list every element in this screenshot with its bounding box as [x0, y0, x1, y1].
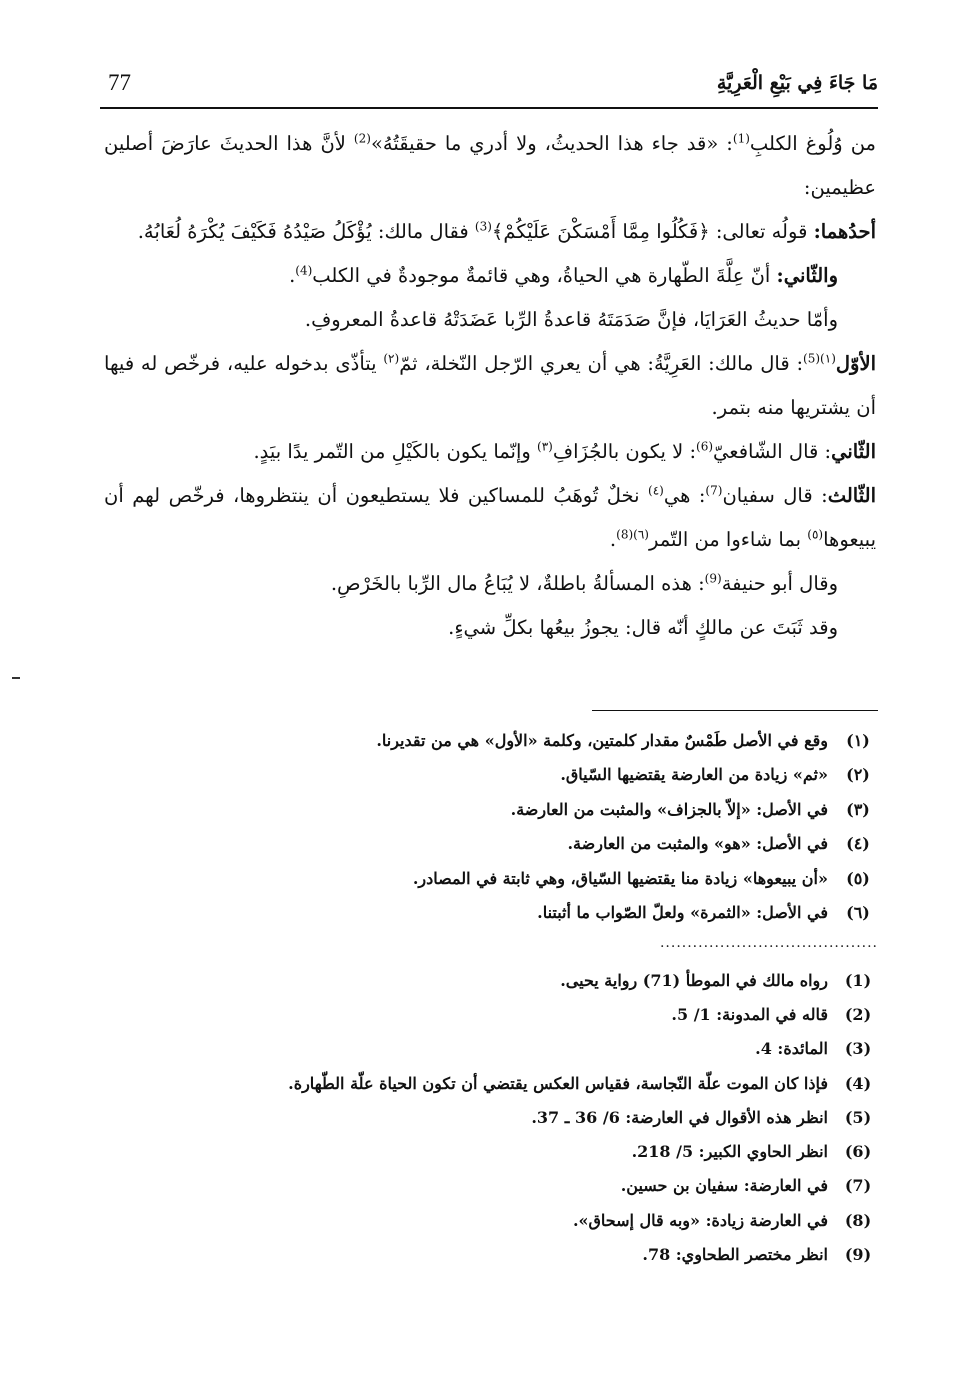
footnote-item [104, 1066, 876, 1100]
footnote-item [104, 1032, 876, 1066]
text-run: . [289, 264, 296, 287]
text-run: وأمّا حديثُ العَرَايَا، فإنَّ صَدَمَتَهُ قاعدةُ الرِّبا عَضَدَتْهُ قاعدةُ المعروفِ. [304, 308, 838, 331]
footnote-text: في العارضة: سفيان بن حسين. [620, 1176, 828, 1196]
footnote-text: «أن يبيعوها» زيادة منا يقتضيها السّياق، وهي ثابتة في المصادر. [412, 868, 828, 888]
text-run: : هذه المسألةُ باطلةٌ، لا يُبَاعُ مال الرِّبا بالخَرْصِ. [330, 572, 705, 595]
paragraph-lead: والثّاني: [776, 264, 838, 287]
margin-mark [12, 677, 20, 679]
footnote-item [104, 997, 876, 1031]
header-rule [100, 107, 878, 109]
footnote-ref: (1) [732, 131, 750, 146]
footnote-text: قاله في المدونة: 1/ 5. [671, 1004, 828, 1024]
footnote-ref: (١)(5) [803, 351, 836, 366]
footnote-item [104, 1237, 876, 1271]
main-text [104, 122, 876, 650]
dotted-separator: ........................................ [659, 935, 878, 947]
paragraph [104, 342, 876, 430]
text-run: فقال مالك: يُؤْكَلُ صَيْدُهُ فَكَيْفَ يُكْرَهُ لُعَابُهُ. [137, 220, 475, 243]
text-run: قولُه تعالى: ﴿فَكُلُوا مِمَّا أَمْسَكْنَ عَلَيْكُمْ﴾ [491, 220, 814, 243]
text-run: : لا يكون بالجُزَافِ [552, 440, 697, 463]
footnote-ref: (3) [474, 219, 492, 234]
footnote-ref: (7) [705, 483, 723, 498]
page-number: 77 [108, 70, 131, 95]
footnote-number: (6) [844, 1142, 872, 1162]
footnote-number: (8) [844, 1210, 872, 1230]
footnote-number: (٤) [846, 834, 870, 854]
footnote-ref: (6) [696, 439, 714, 454]
footnote-number: (1) [844, 970, 872, 990]
text-run: بما شاءوا من التّمر [648, 528, 808, 551]
paragraph [104, 562, 876, 606]
footnote-item [104, 723, 876, 758]
text-run: : قال مالك: العَرِيَّةُ: هي أن يعري الرّجل النّخلة، ثمّ [399, 352, 804, 375]
text-run: . [609, 528, 617, 551]
footnote-number: (7) [844, 1176, 872, 1196]
footnote-ref: (٥) [807, 527, 824, 542]
footnote-number: (2) [844, 1004, 872, 1024]
footnote-item [104, 792, 876, 827]
paragraph-lead: الثّالث [827, 484, 876, 507]
footnote-number: (3) [844, 1039, 872, 1059]
footnote-ref: (2) [353, 131, 371, 146]
paragraph [104, 298, 876, 342]
footnote-text: المائدة: 4. [755, 1039, 828, 1059]
footnote-item [104, 1134, 876, 1168]
paragraph [104, 430, 876, 474]
footnote-text: فإذا كان الموت علّة النّجاسة، فقياس العكس يقتضي أن تكون الحياة علّة الطّهارة. [288, 1073, 828, 1093]
footnote-ref: (٢) [383, 351, 400, 366]
footnote-ref: (9) [704, 571, 722, 586]
footnote-number: (٥) [846, 868, 870, 888]
source-footnotes [104, 963, 876, 1272]
text-run: من وُلُوغ الكلبِ [749, 132, 876, 155]
running-title: مَا جَاءَ فِي بَيْعِ الْعَرِيَّةِ [716, 72, 878, 94]
footnote-item [104, 758, 876, 793]
text-run: لأنَّ هذا الحديثَ عارَضَ أصلين عظيمين: [104, 132, 876, 199]
footnote-ref: (٦)(8) [616, 527, 649, 542]
footnote-item [104, 827, 876, 862]
footnote-item [104, 963, 876, 997]
footnote-number: (٣) [846, 799, 870, 819]
footnote-text: «ثم» زيادة من العارضة يقتضيها السّياق. [560, 765, 828, 785]
footnote-text: في الأصل: «إلاّ بالجزاف» والمثبت من العارضة. [510, 799, 828, 819]
footnote-text: انظر مختصر الطحاوي: 78. [642, 1245, 828, 1265]
text-run: : هي [663, 484, 706, 507]
footnote-ref: (٤) [648, 483, 664, 498]
footnote-text: وقع في الأصل طَمْسٌ مقدار كلمتين، وكلمة «الأول» هي من تقديرنا. [376, 730, 828, 750]
paragraph [104, 210, 876, 254]
text-run: : قال سفيان [722, 484, 828, 507]
editorial-footnotes [104, 723, 876, 930]
footnote-rule [592, 710, 878, 711]
paragraph-lead: الثّاني [831, 440, 876, 463]
footnote-number: (4) [844, 1073, 872, 1093]
page-header [100, 70, 878, 104]
text-run: : «قد جاء هذا الحديثُ، ولا أدري ما حقيقَتُهُ» [370, 132, 733, 155]
text-run: وقال أبو حنيفة [721, 572, 838, 595]
text-run: أنّ عِلَّةَ الطّهارة هي الحياةُ، وهي قائمةٌ موجودةٌ في الكلب [312, 264, 777, 287]
footnote-item [104, 861, 876, 896]
footnote-item [104, 1100, 876, 1134]
paragraph [104, 474, 876, 562]
footnote-number: (٢) [846, 765, 870, 785]
text-run: يتأذّى بدخوله عليه، فرخّص له فيها أن يشتريها منه بتمر. [104, 352, 876, 419]
text-run: : قال الشّافعيّ [713, 440, 832, 463]
footnote-ref: (4) [295, 263, 313, 278]
footnote-text: في الأصل: «الثمرة» ولعلّ الصّواب ما أثبتنا. [537, 903, 828, 923]
footnote-text: انظر الحاوي الكبير: 5/ 218. [631, 1142, 828, 1162]
paragraph [104, 606, 876, 650]
footnote-number: (9) [844, 1245, 872, 1265]
footnote-text: انظر هذه الأقوال في العارضة: 6/ 36 ـ 37. [531, 1107, 828, 1127]
paragraph [104, 254, 876, 298]
footnote-ref: (٣) [537, 439, 553, 454]
paragraph [104, 122, 876, 210]
footnote-item [104, 1203, 876, 1237]
paragraph-lead: أحدُهما: [813, 220, 876, 243]
paragraph-lead: الأوّل [835, 352, 877, 375]
footnote-text: رواه مالك في الموطأ (71) رواية يحيى. [560, 970, 828, 990]
footnote-number: (١) [846, 730, 870, 750]
footnote-number: (٦) [846, 903, 870, 923]
footnote-item [104, 896, 876, 931]
footnote-text: في العارضة زيادة: «وبه قال إسحاق». [572, 1210, 828, 1230]
text-run: وإنّما يكون بالكَيْلِ من التّمر يدًا بيَدٍ. [253, 440, 538, 463]
text-run: نخلٌ تُوهَبُ للمساكين فلا يستطيعون أن ينتظروها، فرخّص لهم أن يبيعوها [104, 484, 876, 551]
footnote-text: في الأصل: «هو» والمثبت من العارضة. [567, 834, 828, 854]
footnote-item [104, 1169, 876, 1203]
footnote-number: (5) [844, 1107, 872, 1127]
text-run: وقد ثَبَتَ عن مالكٍ أنّه قال: يجوزُ بيعُها بكلِّ شيءٍ. [448, 616, 838, 639]
